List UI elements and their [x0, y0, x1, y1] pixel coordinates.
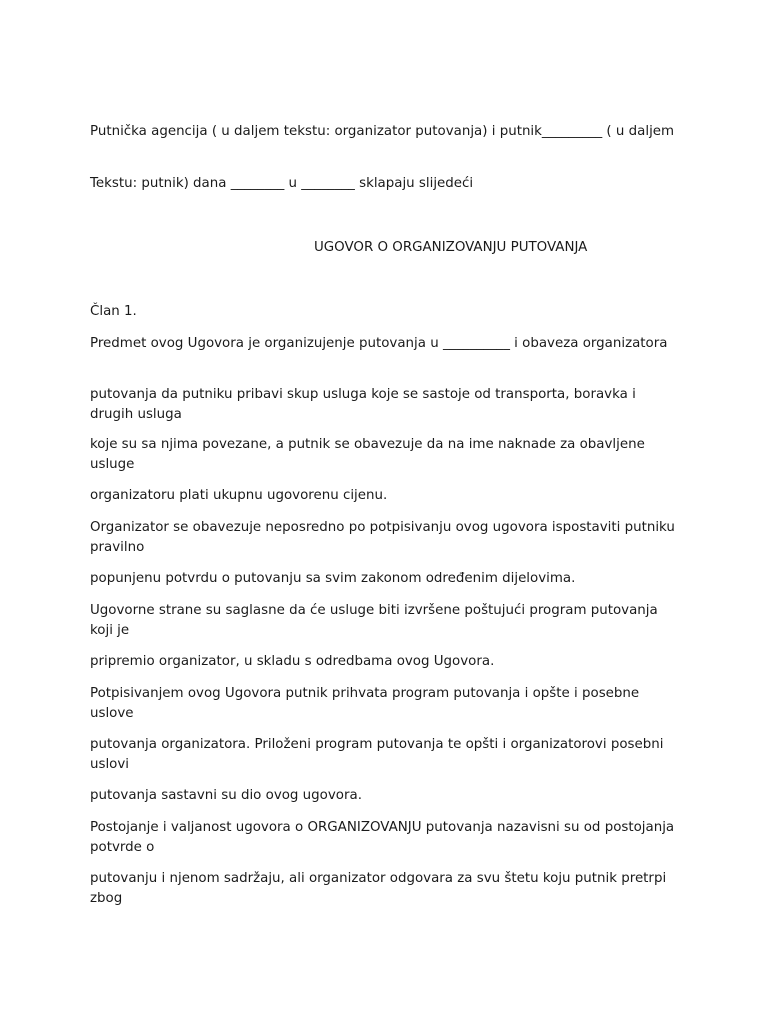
paragraph-1: Predmet ovog Ugovora je organizujenje putovanja u __________ i obaveza organizatora	[90, 336, 668, 351]
intro-line-1: Putnička agencija ( u daljem tekstu: organizator putovanja) i putnik_________ ( u daljem	[90, 124, 675, 139]
intro-line-2: Tekstu: putnik) dana ________ u ________ sklapaju slijedeći	[90, 176, 474, 191]
paragraph-12: Postojanje i valjanost ugovora o ORGANIZOVANJU putovanja nazavisni su od postojanja potvrde o	[90, 820, 675, 855]
article-heading: Član 1.	[90, 304, 137, 319]
paragraph-7: Ugovorne strane su saglasne da će usluge biti izvršene poštujući program putovanja koji je	[90, 603, 658, 638]
paragraph-5: Organizator se obavezuje neposredno po potpisivanju ovog ugovora ispostaviti putniku pravilno	[90, 520, 675, 555]
paragraph-6: popunjenu potvrdu o putovanju sa svim zakonom određenim dijelovima.	[90, 571, 576, 586]
paragraph-11: putovanja sastavni su dio ovog ugovora.	[90, 788, 362, 803]
paragraph-10: putovanja organizatora. Priloženi program putovanja te opšti i organizatorovi posebni uslovi	[90, 737, 664, 772]
paragraph-13: putovanju i njenom sadržaju, ali organizator odgovara za svu štetu koju putnik pretrpi zbog	[90, 871, 667, 906]
paragraph-3: koje su sa njima povezane, a putnik se obavezuje da na ime naknade za obavljene usluge	[90, 437, 645, 472]
paragraph-4: organizatoru plati ukupnu ugovorenu cijenu.	[90, 488, 388, 503]
document-title: UGOVOR O ORGANIZOVANJU PUTOVANJA	[314, 240, 588, 255]
paragraph-9: Potpisivanjem ovog Ugovora putnik prihvata program putovanja i opšte i posebne uslove	[90, 686, 640, 721]
paragraph-8: pripremio organizator, u skladu s odredbama ovog Ugovora.	[90, 654, 495, 669]
paragraph-2: putovanja da putniku pribavi skup usluga koje se sastoje od transporta, boravka i drugih usluga	[90, 387, 636, 422]
